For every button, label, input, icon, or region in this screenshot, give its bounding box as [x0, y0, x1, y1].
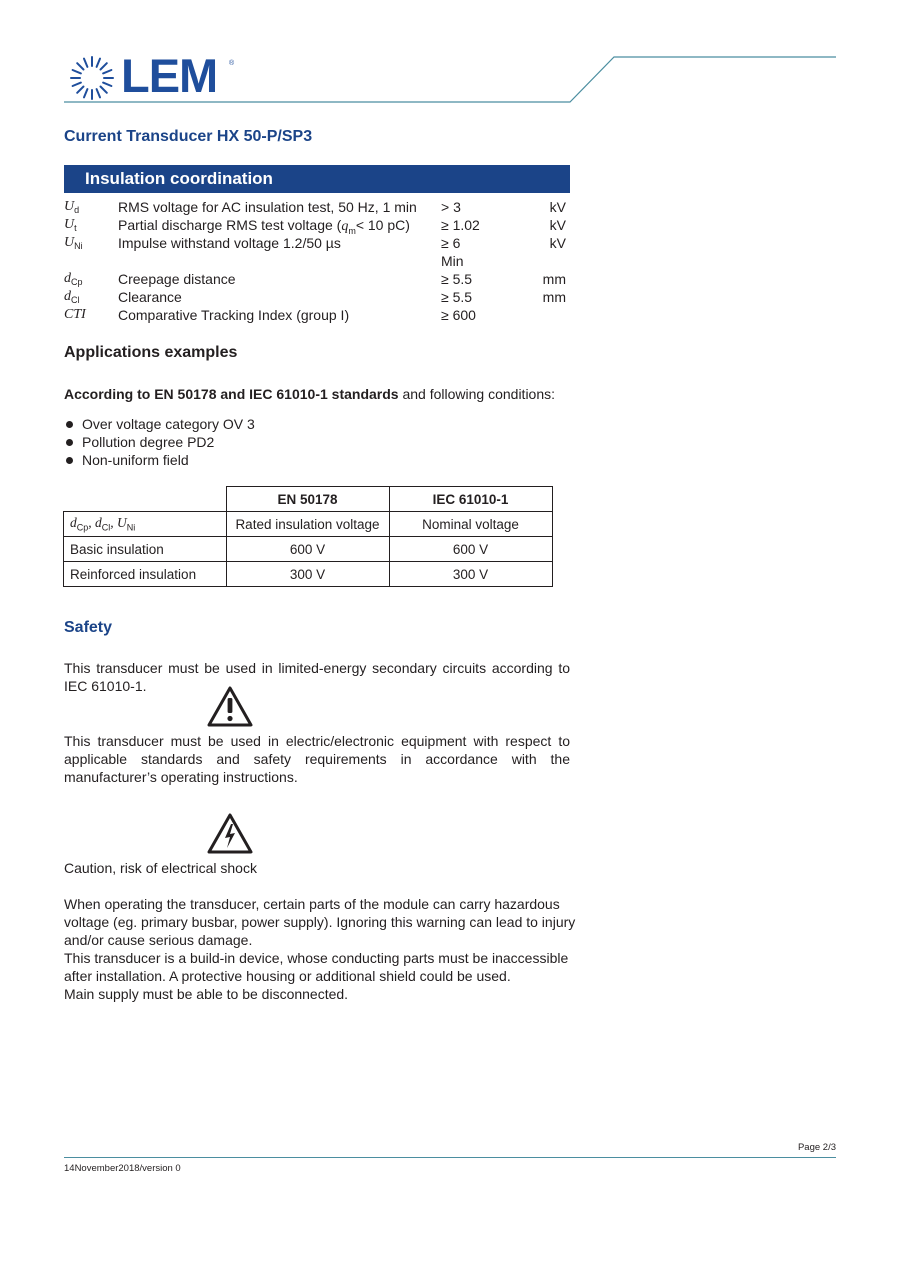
- applications-title: Applications examples: [64, 344, 238, 361]
- footer-divider: [64, 1157, 836, 1158]
- table-cell: Nominal voltage: [389, 512, 552, 537]
- text-line: When operating the transducer, certain parts of the module can carry hazardous: [64, 896, 560, 912]
- spec-row-dcp: [64, 271, 570, 289]
- safety-paragraph-2: This transducer must be used in electric/electronic equipment with respect to applicable standards and safety requirements in accordance with the manufacturer’s operating instructions.: [64, 733, 570, 785]
- sun-ray: [73, 70, 81, 73]
- spec-row-cti: [64, 307, 570, 325]
- sun-ray: [84, 89, 87, 97]
- footer-version: 14November2018/version 0: [64, 1163, 181, 1174]
- table-row: [64, 562, 553, 587]
- spec-unit: kV: [549, 217, 566, 233]
- table-cell: Rated insulation voltage: [226, 512, 389, 537]
- text-line: after installation. A protective housing or additional shield could be used.: [64, 968, 511, 984]
- table-row: [64, 487, 553, 512]
- spec-description: Creepage distance: [118, 271, 236, 287]
- spec-row-uni: [64, 235, 570, 253]
- page-number: Page 2/3: [797, 1142, 836, 1153]
- sun-ray: [97, 59, 100, 67]
- table-row-label-symbols: $d_{Cp}$, $d_{Cl}$, $U_{Ni}$: [64, 512, 227, 537]
- bullet-dot: [66, 439, 73, 446]
- table-cell: 300 V: [226, 562, 389, 587]
- bullet-dot: [66, 457, 73, 464]
- sun-ray: [77, 63, 83, 69]
- spec-value: ≥ 5.5: [441, 289, 473, 305]
- sun-ray: [97, 89, 100, 97]
- spec-value: > 3: [441, 199, 461, 215]
- bullet-dot: [66, 421, 73, 428]
- spec-description: RMS voltage for AC insulation test, 50 Hz, 1 min: [118, 199, 417, 215]
- spec-unit: kV: [549, 235, 566, 251]
- spec-description: Comparative Tracking Index (group I): [118, 307, 350, 323]
- spec-description: Impulse withstand voltage 1.2/50 µs: [118, 235, 341, 251]
- spec-row-uni-min: [64, 253, 570, 271]
- spec-symbol: $U_{Ni}$: [64, 235, 83, 251]
- text-line: Main supply must be able to be disconnected.: [64, 986, 349, 1002]
- spec-row-dcl: [64, 289, 570, 307]
- table-row: [64, 512, 553, 537]
- spec-value: ≥ 5.5: [441, 271, 473, 287]
- logo-registered-mark: ®: [229, 60, 235, 67]
- table-cell: 300 V: [389, 562, 552, 587]
- spec-symbol: $U_t$: [64, 217, 77, 233]
- electric-shock-icon: [207, 812, 253, 854]
- spec-description: Clearance: [118, 289, 182, 305]
- spec-description: Partial discharge RMS test voltage ($q_m< 10$ pC): [118, 217, 410, 236]
- text-line: and/or cause serious damage.: [64, 932, 253, 948]
- applications-intro: According to EN 50178 and IEC 61010-1 standards and following conditions:: [64, 386, 556, 402]
- sun-ray: [103, 83, 111, 86]
- table-corner-cell: [64, 487, 227, 512]
- safety-paragraph-1: This transducer must be used in limited-energy secondary circuits according to IEC 61010-1.: [64, 660, 570, 694]
- table-cell: Basic insulation: [64, 537, 227, 562]
- caution-text: Caution, risk of electrical shock: [64, 860, 257, 876]
- spec-unit: mm: [542, 271, 566, 287]
- sun-ray: [103, 70, 111, 73]
- spec-symbol: $d_{Cl}$: [64, 289, 80, 305]
- text-line: This transducer is a build-in device, whose conducting parts must be inaccessible: [64, 950, 569, 966]
- spec-symbol: $U_d$: [64, 199, 80, 215]
- table-cell: 600 V: [389, 537, 552, 562]
- table-header-en50178: EN 50178: [226, 487, 389, 512]
- table-cell: 600 V: [226, 537, 389, 562]
- insulation-section-bar: [64, 165, 570, 193]
- document-title: Current Transducer HX 50-P/SP3: [64, 128, 313, 145]
- logo-text: LEM: [121, 49, 218, 102]
- spec-row-ud: [64, 199, 570, 217]
- sun-ray: [77, 87, 83, 93]
- safety-title: Safety: [64, 619, 113, 636]
- spec-value: ≥ 600: [441, 307, 476, 323]
- safety-paragraph-3: [64, 895, 575, 1003]
- logo-sun-icon: [71, 57, 113, 99]
- table-header-iec61010: IEC 61010-1: [389, 487, 552, 512]
- spec-symbol: CTI: [64, 307, 86, 322]
- text-line: voltage (eg. primary busbar, power supply). Ignoring this warning can lead to injury: [64, 914, 576, 930]
- warning-triangle-icon: [207, 685, 253, 727]
- spec-unit: kV: [549, 199, 566, 215]
- insulation-section-title: Insulation coordination: [85, 169, 273, 188]
- spec-value: ≥ 1.02: [441, 217, 480, 233]
- sun-ray: [101, 87, 107, 93]
- sun-ray: [84, 59, 87, 67]
- sun-ray: [73, 83, 81, 86]
- applications-table: [63, 486, 553, 587]
- sun-ray: [101, 63, 107, 69]
- spec-row-ut: [64, 217, 570, 235]
- spec-value: ≥ 6: [441, 235, 461, 251]
- spec-unit: mm: [542, 289, 566, 305]
- spec-symbol: $d_{Cp}$: [64, 271, 83, 287]
- table-cell: Reinforced insulation: [64, 562, 227, 587]
- spec-value-qualifier: Min: [441, 253, 464, 269]
- table-row: [64, 537, 553, 562]
